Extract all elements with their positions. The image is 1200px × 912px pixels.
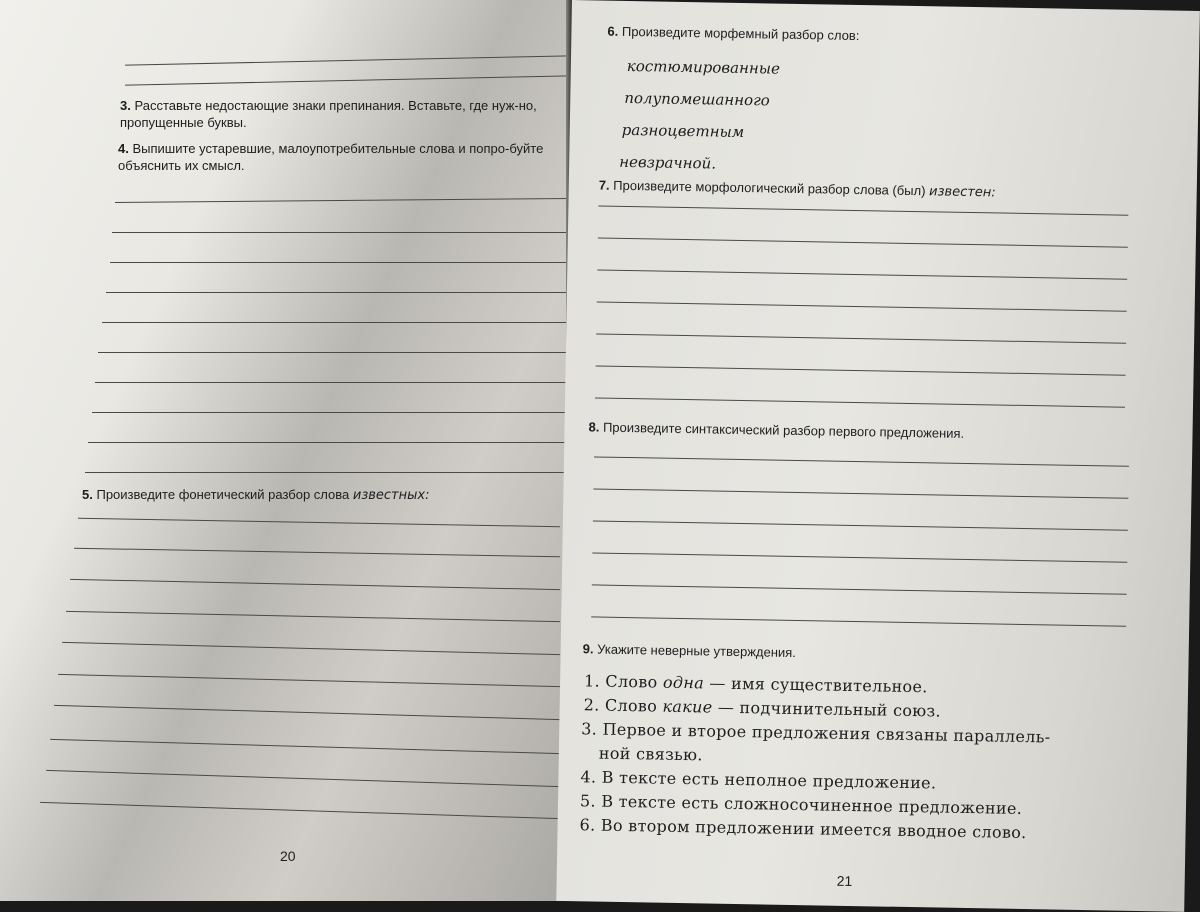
- task-number: 5.: [82, 487, 93, 502]
- page-number: 20: [280, 848, 296, 864]
- task-8: [588, 418, 1168, 445]
- answer-line: [596, 333, 1126, 343]
- statement-3: 3. Первое и второе предложения связаны параллель-: [581, 719, 1051, 747]
- task-number: 6.: [607, 23, 619, 39]
- answer-line: [106, 292, 570, 293]
- task-5-text: Произведите фонетический разбор слова: [96, 487, 350, 502]
- task-number: 3.: [120, 98, 131, 113]
- task-9-text: Укажите неверные утверждения.: [597, 641, 797, 661]
- answer-line: [598, 205, 1128, 215]
- task-6-text: Произведите морфемный разбор слов:: [621, 23, 860, 44]
- answer-line: [50, 739, 560, 754]
- answer-line: [98, 352, 570, 353]
- answer-line: [592, 552, 1127, 562]
- answer-line: [54, 705, 560, 720]
- statement-3-cont: ной связью.: [598, 743, 703, 765]
- answer-line: [597, 269, 1127, 279]
- task-number: 8.: [588, 419, 600, 435]
- task-number: 4.: [118, 141, 129, 156]
- answer-line: [112, 232, 570, 233]
- answer-line: [125, 75, 570, 85]
- answer-line: [74, 548, 560, 557]
- answer-line: [62, 642, 560, 655]
- answer-line: [115, 198, 570, 203]
- answer-line: [591, 616, 1126, 626]
- statement-1: 1. Слово одна — имя существительное.: [583, 671, 928, 697]
- left-page: [0, 0, 572, 901]
- task-9: [583, 640, 1163, 667]
- answer-line: [102, 322, 570, 323]
- task-3-text: Расставьте недостающие знаки препинания. Вставьте, где нуж-но, пропущенные буквы.: [120, 98, 537, 130]
- answer-line: [58, 674, 560, 687]
- answer-line: [92, 412, 570, 413]
- task-5-word: известных:: [352, 488, 430, 503]
- answer-line: [595, 397, 1125, 407]
- answer-line: [593, 488, 1128, 498]
- answer-line: [598, 237, 1128, 247]
- task-4-text: Выпишите устаревшие, малоупотребительные слова и попро-буйте объяснить их смысл.: [118, 141, 544, 173]
- answer-line: [110, 262, 570, 263]
- answer-line: [95, 382, 570, 383]
- answer-line: [593, 520, 1128, 530]
- task-number: 7.: [598, 177, 610, 193]
- task-7-text: Произведите морфологический разбор слова (был): [613, 177, 926, 199]
- task-8-text: Произведите синтаксический разбор первого предложения.: [602, 419, 965, 441]
- answer-line: [88, 442, 570, 443]
- task-6-word: полупомешанного: [624, 88, 770, 110]
- task-5: [82, 486, 562, 504]
- answer-line: [40, 802, 560, 819]
- statement-5: 5. В тексте есть сложносочиненное предложение.: [579, 791, 1023, 818]
- task-6-word: разноцветным: [621, 120, 745, 142]
- answer-line: [597, 301, 1127, 311]
- statement-4: 4. В тексте есть неполное предложение.: [580, 767, 937, 793]
- task-4: [118, 140, 572, 174]
- task-6-word: невзрачной.: [619, 152, 717, 173]
- statement-2: 2. Слово какие — подчинительный союз.: [583, 695, 942, 721]
- answer-line: [125, 55, 570, 65]
- statement-6: 6. Во втором предложении имеется вводное слово.: [579, 815, 1027, 843]
- task-6: [607, 23, 1167, 50]
- answer-line: [85, 472, 570, 473]
- task-7-word: известен:: [928, 184, 996, 201]
- answer-line: [592, 584, 1127, 594]
- right-page: [556, 0, 1200, 912]
- answer-line: [46, 770, 560, 787]
- answer-line: [66, 611, 560, 622]
- answer-line: [70, 579, 560, 590]
- task-3: [120, 97, 572, 131]
- answer-line: [78, 518, 560, 527]
- page-number: 21: [836, 872, 853, 890]
- task-7: [599, 176, 1179, 204]
- answer-line: [594, 456, 1129, 466]
- task-number: 9.: [582, 641, 594, 657]
- task-6-word: костюмированные: [626, 56, 781, 78]
- answer-line: [596, 365, 1126, 375]
